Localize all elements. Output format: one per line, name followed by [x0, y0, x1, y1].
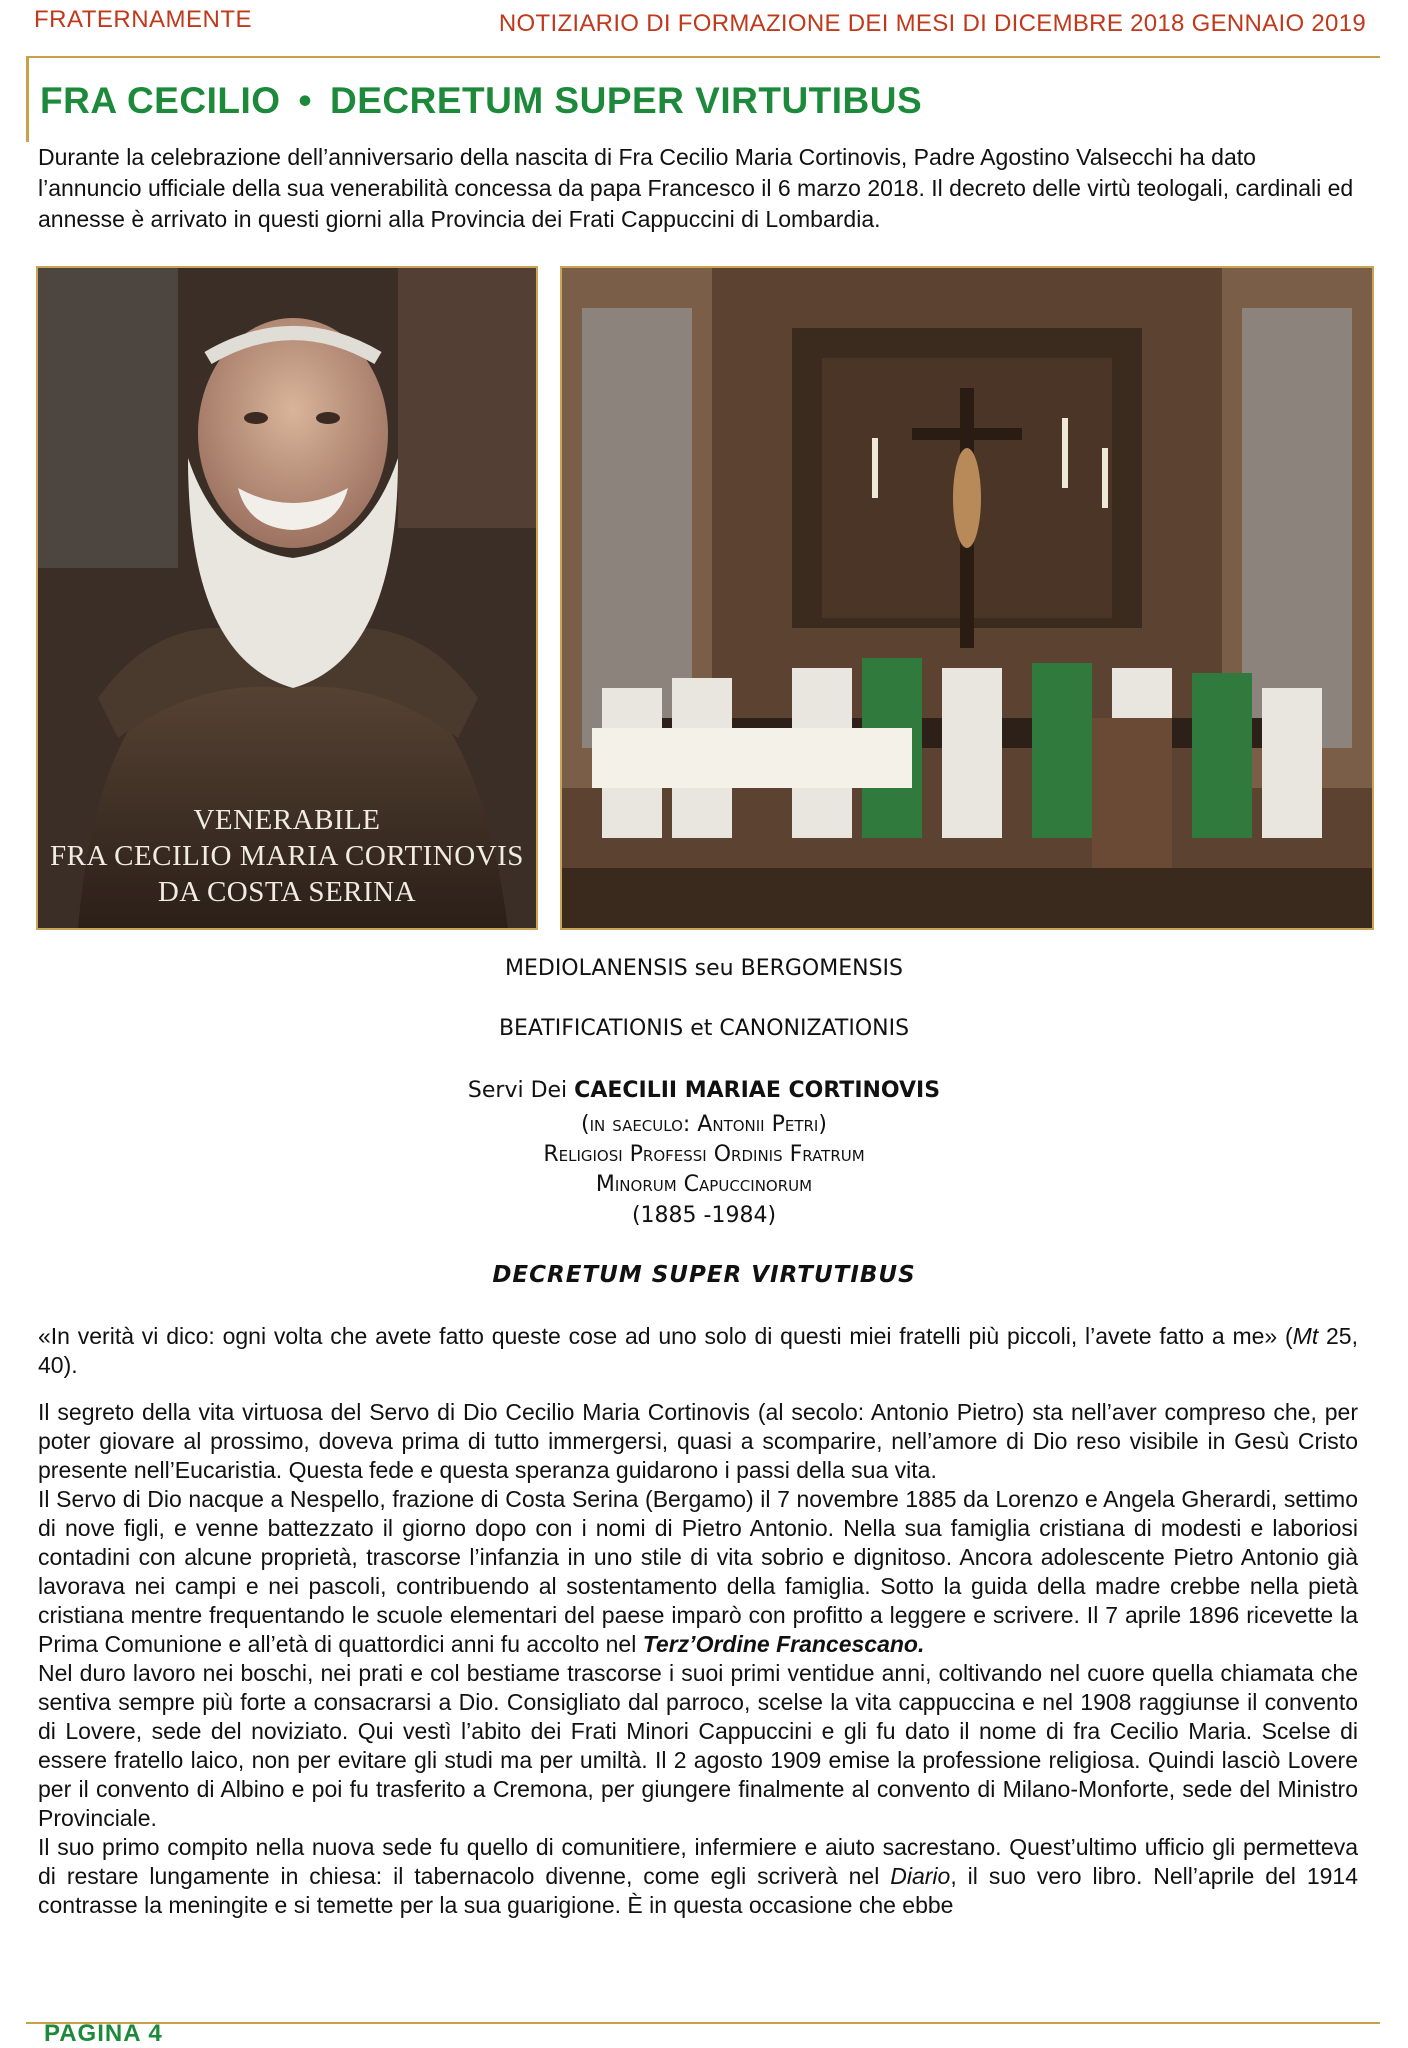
article-title [40, 80, 922, 122]
title-side-rule [26, 56, 29, 142]
header-issue-info: NOTIZIARIO DI FORMAZIONE DEI MESI DI DICEMBRE 2018 GENNAIO 2019 [498, 10, 1366, 37]
caption-line-3: DA COSTA SERINA [157, 876, 417, 908]
decree-secular-name [0, 1112, 1408, 1137]
paragraph-2 [38, 1485, 1358, 1659]
decree-religious-line-1: Religiosi Professi Ordinis Fratrum [543, 1142, 865, 1167]
portrait-caption [38, 802, 536, 910]
paragraph-4-emphasis: Diario [890, 1863, 951, 1889]
footer-divider [26, 2022, 1380, 2024]
title-bullet: • [298, 80, 312, 121]
decree-cause: BEATIFICATIONIS et CANONIZATIONIS [498, 1016, 910, 1041]
page-number: PAGINA 4 [44, 2020, 163, 2047]
title-part-1: FRA CECILIO [40, 80, 281, 121]
quote-book: Mt [1292, 1323, 1319, 1349]
decree-religious-line-2: Minorum Capuccinorum [595, 1172, 813, 1197]
paragraph-1: Il segreto della vita virtuosa del Servo di Dio Cecilio Maria Cortinovis (al secolo: Antonio Pietro) sta nell’aver compreso che, per poter giovare al prossimo, doveva prima di tutto immergersi, quasi a scomparire, nell’amore di Dio reso visibile in Gesù Cristo presente nell’Eucaristia. Questa fede e questa speranza guidarono i passi della sua vita. [38, 1399, 1358, 1483]
paragraph-4 [38, 1833, 1358, 1920]
paragraph-2-emphasis: Terz’Ordine Francescano. [642, 1631, 925, 1657]
paragraph-3: Nel duro lavoro nei boschi, nei prati e col bestiame trascorse i suoi primi ventidue anni, coltivando nel cuore quella chiamata che sentiva sempre più forte a consacrarsi a Dio. Consigliato dal parroco, scelse la vita cappuccina e nel 1908 raggiunse il convento di Lovere, sede del noviziato. Qui vestì l’abito dei Frati Minori Cappuccini e gli fu dato il nome di fra Cecilio Maria. Scelse di essere fratello laico, non per evitare gli studi ma per umiltà. Il 2 agosto 1909 emise la professione religiosa. Quindi lasciò Lovere per il convento di Albino e poi fu trasferito a Cremona, per giungere finalmente al convento di Milano-Monforte, sede del Ministro Provinciale. [38, 1660, 1358, 1831]
portrait-photo [36, 266, 538, 930]
scripture-quote [38, 1322, 1358, 1380]
servant-prefix: Servi Dei [467, 1078, 575, 1103]
paragraph-4-text-2: , il suo vero libro. Nell’aprile del 1914 contrasse la meningite e si temette per la sua guarigione. È in questa occasione che ebbe [38, 1863, 1358, 1918]
secular-name-text: (in saeculo: Antonii Petri) [581, 1112, 827, 1137]
decree-title: DECRETUM SUPER VIRTUTIBUS [492, 1262, 916, 1288]
header-publication-name: FRATERNAMENTE [34, 6, 253, 33]
servant-name: CAECILII MARIAE CORTINOVIS [574, 1078, 941, 1103]
decree-dates: (1885 -1984) [631, 1203, 777, 1228]
header-divider [26, 56, 1380, 58]
quote-ref: 25, 40). [38, 1323, 1358, 1378]
decree-diocese: MEDIOLANENSIS seu BERGOMENSIS [505, 956, 903, 981]
title-part-2: DECRETUM SUPER VIRTUTIBUS [329, 80, 923, 121]
paragraph-4-text-1: Il suo primo compito nella nuova sede fu quello di comunitiere, infermiere e aiuto sacrestano. Quest’ultimo ufficio gli permetteva di restare lungamente in chiesa: il tabernacolo divenne, come egli scriverà nel [38, 1834, 1358, 1889]
decree-servant-line [0, 1078, 1408, 1103]
quote-text: «In verità vi dico: ogni volta che avete fatto queste cose ad uno solo di questi miei fratelli più piccoli, l’avete fatto a me» ( [38, 1323, 1293, 1349]
caption-line-2: FRA CECILIO MARIA CORTINOVIS [50, 840, 524, 872]
celebration-photo [560, 266, 1374, 930]
caption-line-1: VENERABILE [193, 804, 381, 836]
altar-illustration [562, 268, 1372, 928]
article-body [38, 1398, 1358, 1920]
intro-paragraph: Durante la celebrazione dell’anniversario della nascita di Fra Cecilio Maria Cortinovis, Padre Agostino Valsecchi ha dato l’annuncio ufficiale della sua venerabilità concessa da papa Francesco il 6 marzo 2018. Il decreto delle virtù teologali, cardinali ed annesse è arrivato in questi giorni alla Provincia dei Frati Cappuccini di Lombardia. [38, 144, 1354, 232]
paragraph-2-text: Il Servo di Dio nacque a Nespello, frazione di Costa Serina (Bergamo) il 7 novembre 1885 da Lorenzo e Angela Gherardi, settimo di nove figli, e venne battezzato il giorno dopo con i nomi di Pietro Antonio. Nella sua famiglia cristiana di modesti e laboriosi contadini con alcune proprietà, trascorse l’infanzia in uno stile di vita sobrio e dignitoso. Ancora adolescente Pietro Antonio già lavorava nei campi e nei pascoli, contribuendo al sostentamento della famiglia. Sotto la guida della madre crebbe nella pietà cristiana mentre frequentando le scuole elementari del paese imparò con profitto a leggere e scrivere. Il 7 aprile 1896 ricevette la Prima Comunione e all’età di quattordici anni fu accolto nel [38, 1486, 1358, 1657]
